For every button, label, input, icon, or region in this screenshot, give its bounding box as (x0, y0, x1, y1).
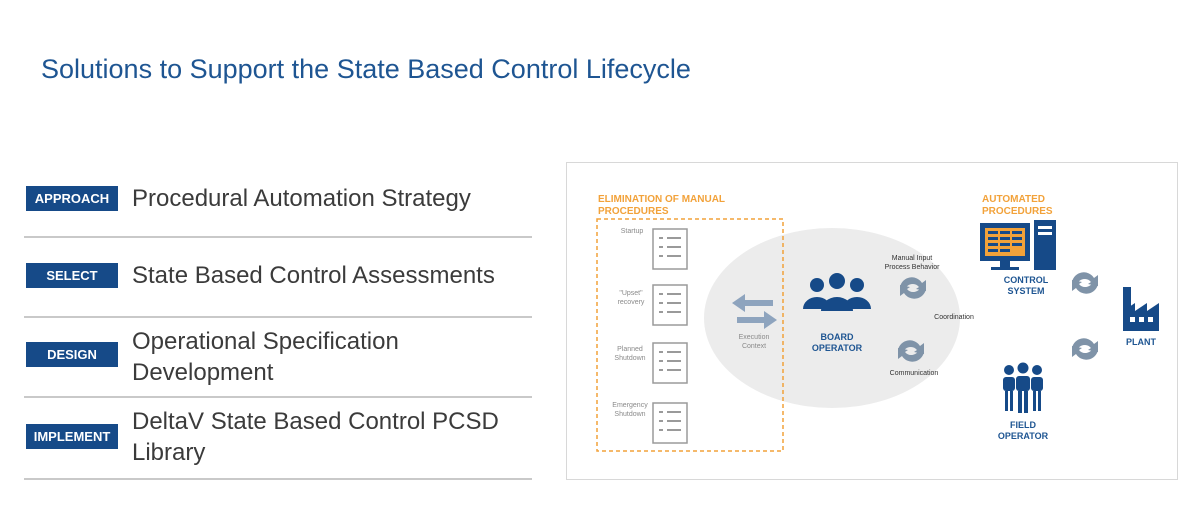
procedure-label: Planned Shutdown (614, 346, 646, 362)
control-system-label: CONTROL SYSTEM (1003, 275, 1049, 296)
procedure-label: Startup (620, 228, 644, 235)
execution-context-label: Execution Context (738, 334, 770, 350)
plant-label: PLANT (1126, 337, 1156, 347)
step-design (24, 326, 532, 398)
cycle-arrows-icon (1072, 272, 1098, 293)
field-operator-icon (1003, 363, 1043, 414)
step-badge: DESIGN (26, 342, 118, 367)
automated-label: AUTOMATED PROCEDURES (982, 194, 1053, 217)
manual-input-label: Manual Input Process Behavior (884, 255, 940, 271)
step-implement (24, 406, 532, 480)
communication-label: Communication (889, 370, 939, 377)
step-badge: SELECT (26, 263, 118, 288)
step-text: Operational Specification Development (132, 328, 399, 386)
step-text: DeltaV State Based Control PCSD Library (132, 408, 499, 466)
divider (24, 236, 532, 238)
step-text: Procedural Automation Strategy (132, 185, 471, 212)
divider (24, 316, 532, 318)
field-operator-label: FIELD OPERATOR (997, 420, 1049, 441)
factory-icon (1123, 287, 1159, 331)
coordination-label: Coordination (934, 314, 974, 321)
page-title: Solutions to Support the State Based Control Lifecycle (41, 54, 691, 84)
computer-icon (980, 220, 1056, 270)
divider (24, 396, 532, 398)
lifecycle-diagram (566, 162, 1178, 480)
step-text: State Based Control Assessments (132, 262, 495, 289)
board-operator-label: BOARD OPERATOR (811, 332, 863, 353)
procedure-label: "Upset" recovery (617, 290, 645, 306)
document-icon (653, 229, 687, 443)
step-badge: APPROACH (26, 186, 118, 211)
step-badge: IMPLEMENT (26, 424, 118, 449)
step-select (24, 258, 532, 318)
procedure-label: Emergency Shutdown (612, 402, 648, 418)
divider (24, 478, 532, 480)
step-approach (24, 182, 532, 238)
cycle-arrows-icon (1072, 338, 1098, 359)
elimination-label: ELIMINATION OF MANUAL PROCEDURES (598, 194, 725, 217)
